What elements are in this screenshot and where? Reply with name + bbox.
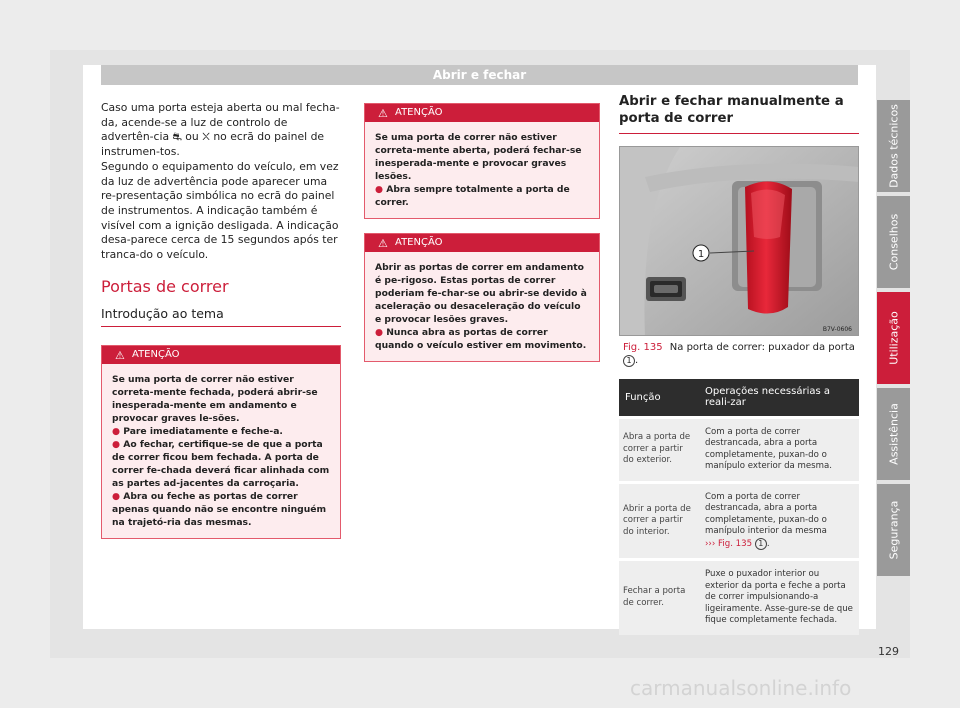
warning-header — [102, 346, 340, 364]
warning-triangle-icon: ⚠ — [115, 348, 125, 362]
table-header-operations: Operações necessárias a reali-zar — [699, 379, 859, 417]
section-heading-sliding-door: Abrir e fechar manualmente a porta de correr — [619, 93, 859, 134]
bullet-icon: ● — [375, 327, 387, 338]
warning-intro: Se uma porta de correr não estiver correta-mente fechada, poderá abrir-se inesperada-mente em andamento e provocar graves le-sões. — [112, 373, 318, 424]
bullet-icon: ● — [112, 425, 124, 437]
page-number: 129 — [878, 645, 899, 658]
warning-body — [102, 364, 340, 538]
door-handle-illustration — [620, 147, 859, 336]
tab-dados-tecnicos[interactable]: Dados técnicos — [877, 100, 910, 192]
warning-bullet: ● Abra ou feche as portas de correr apenas quando não se encontre ninguém na trajetó-ria das mesmas. — [112, 490, 327, 528]
warning-intro: Abrir as portas de correr em andamento é pe-rigoso. Estas portas de correr poderiam fe-char-se ou abrir-se devido à aceleração ou desaceleração do veículo e provocar lesões graves. — [375, 262, 587, 325]
table-cell-function: Abra a porta de correr a partir do exterior. — [619, 417, 699, 482]
caption-fig-number: Fig. 135 — [623, 342, 663, 353]
page-content — [83, 65, 876, 629]
caption-ref-circle: 1 — [623, 355, 635, 367]
tab-assistencia[interactable]: Assistência — [877, 388, 910, 480]
table-row — [619, 560, 859, 635]
bullet-icon: ● — [112, 490, 124, 502]
warning-bullet: ● Nunca abra as portas de correr quando o veículo estiver em movimento. — [375, 327, 587, 351]
figure-code: B7V-0606 — [822, 326, 852, 333]
column-left — [101, 101, 341, 539]
warning-body — [365, 252, 599, 361]
tab-utilizacao[interactable]: Utilização — [877, 292, 910, 384]
paragraph-door-warning: Caso uma porta esteja aberta ou mal fecha-da, acende-se a luz de controlo de advertên-cia ⛐ ou ⛌ no ecrã do painel de instrumen-tos. — [101, 101, 340, 159]
bullet-icon: ● — [375, 184, 387, 195]
subsection-heading: Introdução ao tema — [101, 306, 341, 327]
cross-reference-link[interactable]: ››› Fig. 135 — [705, 538, 753, 549]
watermark: carmanualsonline.info — [630, 676, 852, 700]
bullet-icon: ● — [112, 438, 124, 450]
table-cell-operation: Com a porta de correr destrancada, abra a porta completamente, puxan-do o manípulo exterior da mesma. — [699, 417, 859, 482]
reference-circle: 1 — [755, 538, 767, 550]
warning-label: ATENÇÃO — [395, 237, 443, 248]
warning-triangle-icon: ⚠ — [378, 107, 388, 120]
page-frame — [50, 50, 910, 658]
warning-body — [365, 122, 599, 218]
caption-text: Na porta de correr: puxador da porta — [669, 342, 855, 353]
warning-triangle-icon: ⚠ — [378, 237, 388, 250]
table-cell-operation: Com a porta de correr destrancada, abra a porta completamente, puxan-do o manípulo interior da mesma ››› Fig. 135 1 . — [699, 482, 859, 560]
figure-callout: 1 — [697, 249, 705, 260]
warning-label: ATENÇÃO — [395, 107, 443, 118]
section-tabs — [877, 100, 910, 580]
warning-header — [365, 234, 599, 252]
tab-conselhos[interactable]: Conselhos — [877, 196, 910, 288]
warning-intro: Se uma porta de correr não estiver correta-mente aberta, poderá fechar-se inesperada-mente e provocar graves lesões. — [375, 132, 582, 182]
paragraph-display: Segundo o equipamento do veículo, em vez da luz de advertência pode aparecer uma re-presentação simbólica no ecrã do painel de instrumentos. A indicação também é visível com a ignição desligada. A indicação desa-parece cerca de 15 segundos após ter tranca-do o veículo. — [101, 159, 339, 262]
table-row — [619, 482, 859, 560]
warning-header — [365, 104, 599, 122]
warning-label: ATENÇÃO — [132, 348, 180, 360]
figure-door-handle — [619, 146, 859, 336]
table-cell-function: Abrir a porta de correr a partir do interior. — [619, 482, 699, 560]
table-header-function: Função — [619, 379, 699, 417]
warning-bullet: ● Abra sempre totalmente a porta de correr. — [375, 184, 570, 208]
figure-caption: Fig. 135 Na porta de correr: puxador da porta 1 . — [623, 342, 855, 366]
operations-table — [619, 379, 859, 635]
warning-box — [364, 233, 600, 362]
warning-box — [101, 345, 341, 539]
table-cell-operation: Puxe o puxador interior ou exterior da porta e feche a porta de correr impulsionando-a ligeiramente. Asse-gure-se de que fique completamente fechada. — [699, 560, 859, 635]
warning-bullet: ● Pare imediatamente e feche-a. — [112, 425, 283, 437]
page-header: Abrir e fechar — [101, 65, 858, 85]
warning-box — [364, 103, 600, 219]
column-middle — [364, 101, 600, 362]
tab-seguranca[interactable]: Segurança — [877, 484, 910, 576]
column-right — [619, 93, 859, 635]
table-cell-function: Fechar a porta de correr. — [619, 560, 699, 635]
table-header-row — [619, 379, 859, 417]
table-row — [619, 417, 859, 482]
warning-bullet: ● Ao fechar, certifique-se de que a porta de correr ficou bem fechada. A porta de correr fe-chada deverá ficar alinhada com as partes ad-jacentes da carroçaria. — [112, 438, 330, 489]
section-heading: Portas de correr — [101, 276, 229, 296]
